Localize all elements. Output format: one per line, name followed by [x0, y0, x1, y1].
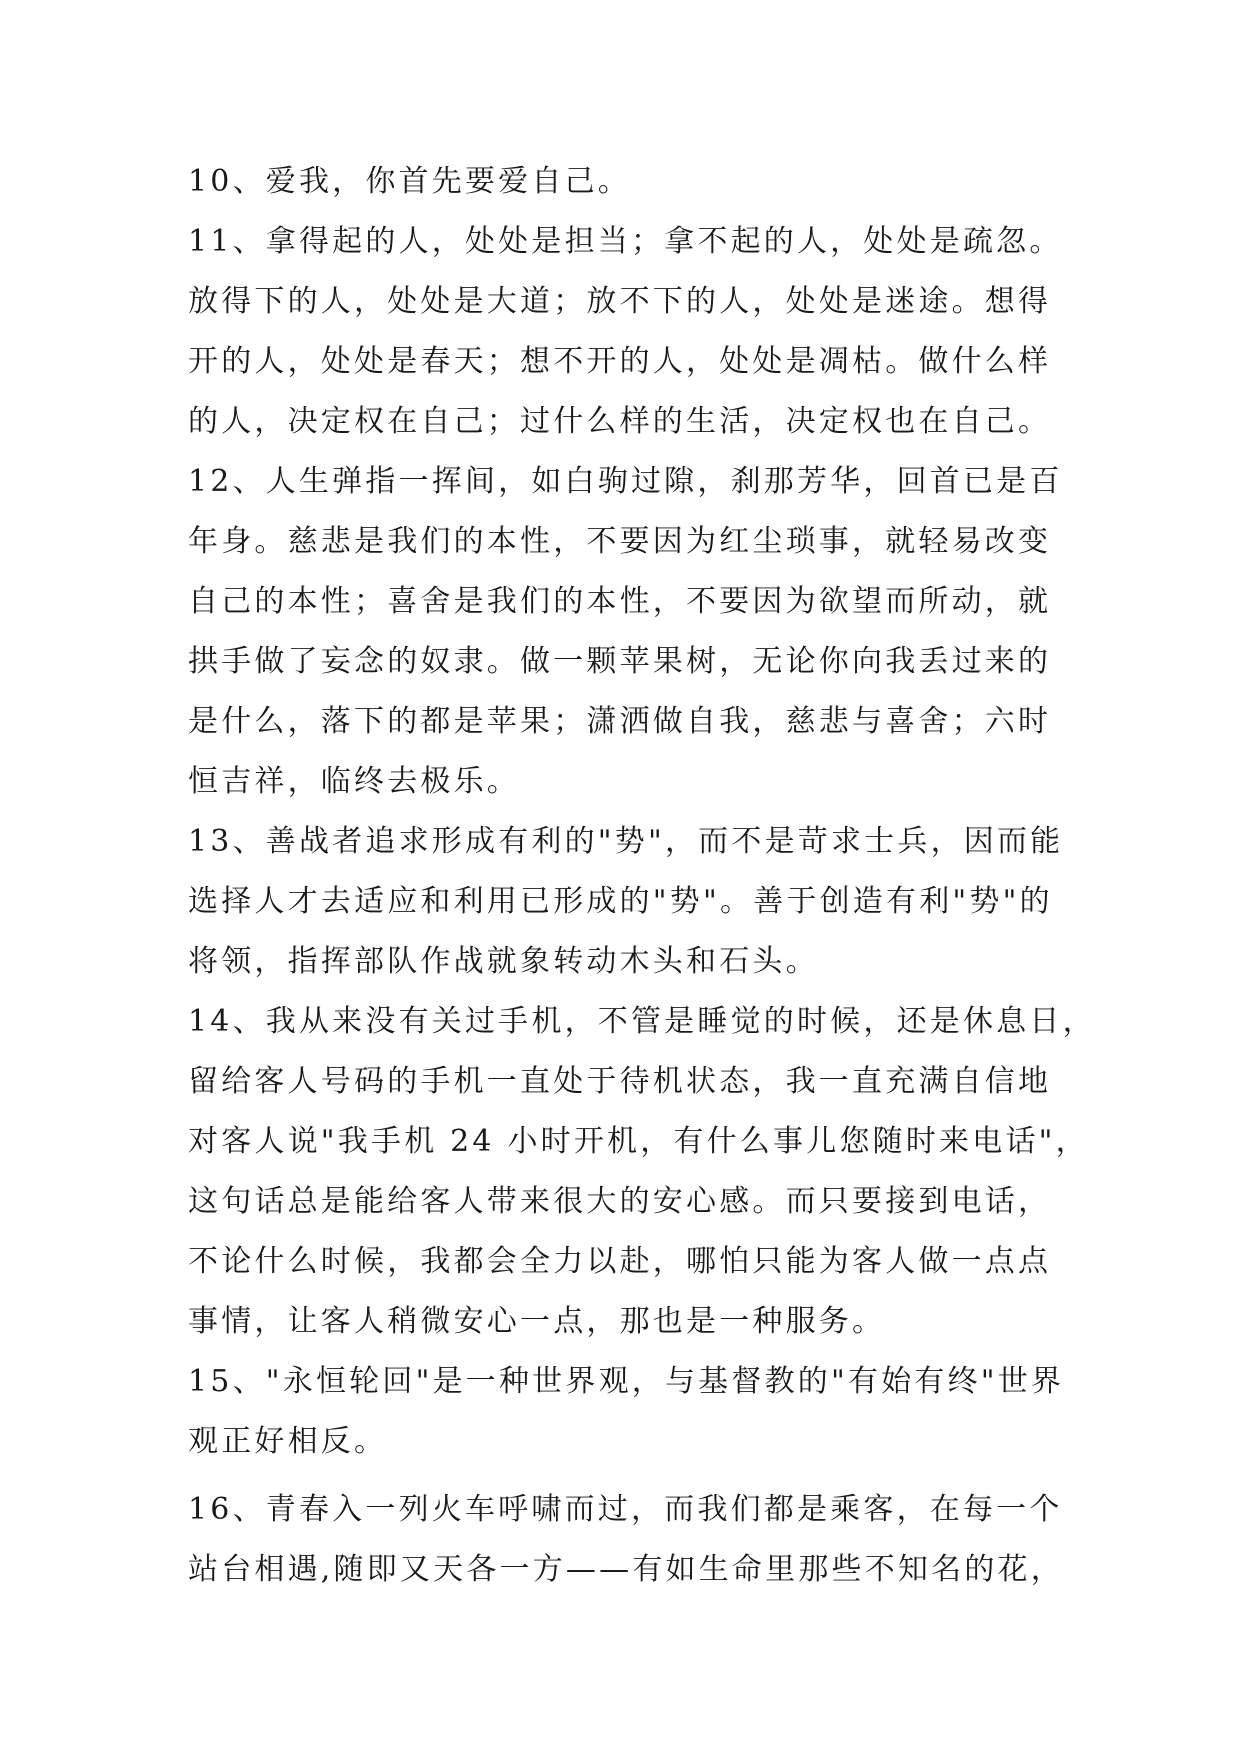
text-line: 观正好相反。 — [188, 1424, 388, 1459]
text-line: 这句话总是能给客人带来很大的安心感。而只要接到电话， — [188, 1184, 1052, 1219]
text-line: 不论什么时候，我都会全力以赴，哪怕只能为客人做一点点 — [188, 1244, 1052, 1279]
text-line: 留给客人号码的手机一直处于待机状态，我一直充满自信地 — [188, 1064, 1052, 1099]
text-line: 自己的本性；喜舍是我们的本性，不要因为欲望而所动，就 — [188, 584, 1052, 619]
text-line: 对客人说"我手机 24 小时开机，有什么事儿您随时来电话"， — [188, 1124, 1089, 1159]
text-line: 的人，决定权在自己；过什么样的生活，决定权也在自己。 — [188, 404, 1052, 439]
text-line: 拱手做了妄念的奴隶。做一颗苹果树，无论你向我丢过来的 — [188, 644, 1052, 679]
document-body — [188, 152, 1096, 1600]
text-line: 事情，让客人稍微安心一点，那也是一种服务。 — [188, 1304, 886, 1339]
text-line: 16、青春入一列火车呼啸而过，而我们都是乘客，在每一个 — [188, 1492, 1063, 1527]
text-line: 站台相遇,随即又天各一方——有如生命里那些不知名的花， — [188, 1552, 1064, 1587]
text-line: 是什么，落下的都是苹果；潇洒做自我，慈悲与喜舍；六时 — [188, 704, 1052, 739]
text-line: 10、爱我，你首先要爱自己。 — [188, 164, 631, 199]
text-line: 年身。慈悲是我们的本性，不要因为红尘琐事，就轻易改变 — [188, 524, 1052, 559]
text-line: 开的人，处处是春天；想不开的人，处处是凋枯。做什么样 — [188, 344, 1052, 379]
text-line: 12、人生弹指一挥间，如白驹过隙，刹那芳华，回首已是百 — [188, 464, 1063, 499]
text-line: 恒吉祥，临终去极乐。 — [188, 764, 520, 799]
text-line: 选择人才去适应和利用已形成的"势"。善于创造有利"势"的 — [188, 884, 1053, 919]
text-line: 13、善战者追求形成有利的"势"，而不是苛求士兵，因而能 — [188, 824, 1064, 859]
text-line: 15、"永恒轮回"是一种世界观，与基督教的"有始有终"世界 — [188, 1364, 1065, 1399]
text-line: 14、我从来没有关过手机，不管是睡觉的时候，还是休息日， — [188, 1004, 1096, 1039]
text-line: 放得下的人，处处是大道；放不下的人，处处是迷途。想得 — [188, 284, 1052, 319]
text-line: 11、拿得起的人，处处是担当；拿不起的人，处处是疏忽。 — [188, 224, 1063, 259]
text-line: 将领，指挥部队作战就象转动木头和石头。 — [188, 944, 819, 979]
